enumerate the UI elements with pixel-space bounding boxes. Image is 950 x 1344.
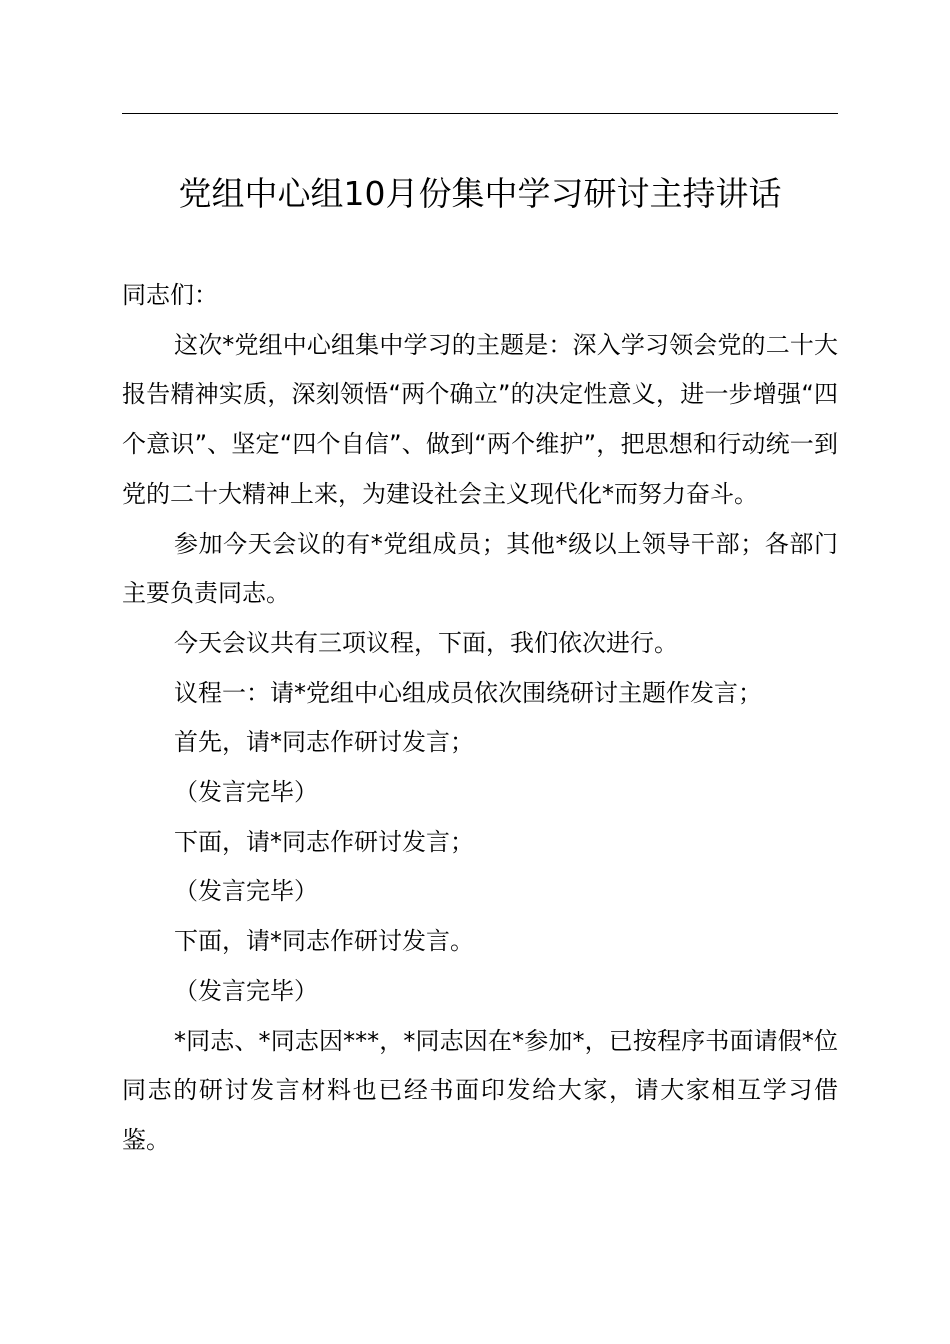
paragraph: 下面，请*同志作研讨发言。: [174, 927, 474, 956]
paragraph: 参加今天会议的有*党组成员；其他*级以上领导干部；各部门主要负责同志。: [122, 529, 838, 608]
header-rule: [122, 113, 838, 114]
paragraph: 下面，请*同志作研讨发言；: [174, 827, 474, 856]
paragraph: 议程一：请*党组中心组成员依次围绕研讨主题作发言；: [174, 678, 762, 707]
salutation: 同志们：: [122, 281, 218, 309]
paragraph: （发言完毕）: [174, 976, 318, 1005]
document-body: [122, 271, 838, 1166]
paragraph: 这次*党组中心组集中学习的主题是：深入学习领会党的二十大报告精神实质，深刻领悟“两个确立”的决定性意义，进一步增强“四个意识”、坚定“四个自信”、做到“两个维护”，把思想和行动统一到党的二十大精神上来，为建设社会主义现代化*而努力奋斗。: [122, 330, 838, 508]
paragraph: *同志、*同志因***，*同志因在*参加*，已按程序书面请假*位同志的研讨发言材料也已经书面印发给大家，请大家相互学习借鉴。: [122, 1026, 838, 1154]
paragraph: （发言完毕）: [174, 778, 318, 807]
document-title: 党组中心组10月份集中学习研讨主持讲话: [178, 174, 782, 213]
paragraph: 首先，请*同志作研讨发言；: [174, 728, 474, 757]
paragraph: （发言完毕）: [174, 877, 318, 906]
paragraph: 今天会议共有三项议程，下面，我们依次进行。: [174, 628, 678, 657]
